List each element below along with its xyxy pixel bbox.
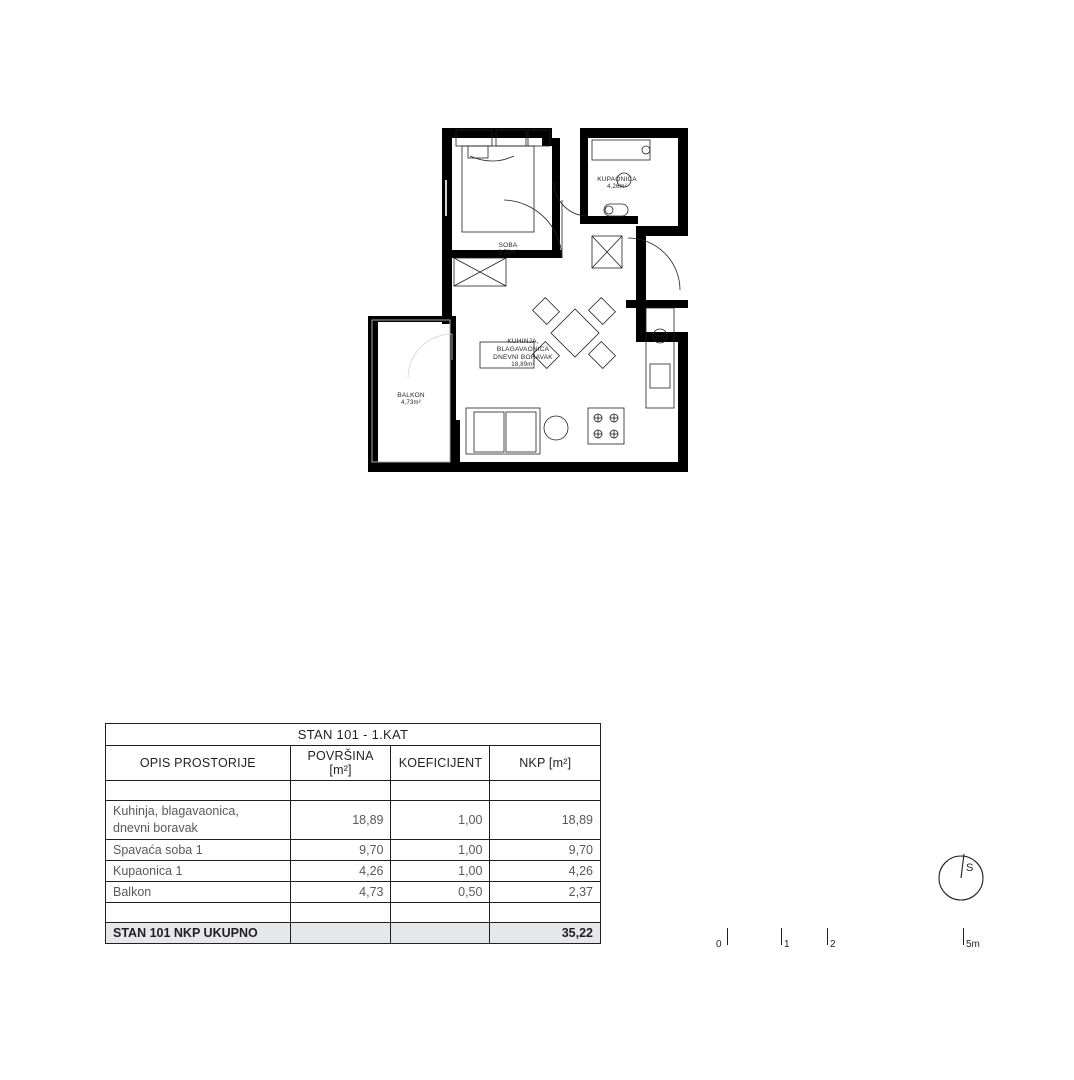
compass (934, 848, 990, 904)
row-desc-line1: Kuhinja, blagavaonica, (113, 804, 239, 818)
row-koeficijent: 1,00 (391, 860, 490, 881)
row-desc: Spavaća soba 1 (106, 839, 291, 860)
scale-tick (963, 928, 964, 945)
row-koeficijent: 1,00 (391, 839, 490, 860)
spacer-cell (290, 902, 391, 922)
row-desc: Balkon (106, 881, 291, 902)
total-label: STAN 101 NKP UKUPNO (106, 922, 291, 943)
room-name-line2: BLAGAVAONICA (496, 346, 550, 354)
area-table-container (105, 723, 601, 944)
scale-bar (715, 928, 1005, 962)
row-povrsina: 18,89 (290, 801, 391, 840)
scale-tick-label: 0 (716, 939, 722, 950)
room-name-line1: KUHINJA, (507, 338, 539, 345)
row-desc (106, 801, 291, 840)
header-nkp: NKP [m²] (490, 746, 601, 781)
total-value: 35,22 (490, 922, 601, 943)
scale-tick (781, 928, 782, 945)
room-label-balkon (376, 392, 446, 408)
table-title: STAN 101 - 1.KAT (106, 724, 601, 746)
spacer-cell (106, 902, 291, 922)
spacer-cell (490, 781, 601, 801)
room-name: BALKON (397, 392, 425, 399)
spacer-cell (391, 781, 490, 801)
spacer-cell (106, 781, 291, 801)
table-spacer-row (106, 902, 601, 922)
room-area: 4,73m² (401, 400, 421, 407)
scale-tick (727, 928, 728, 945)
table-row (106, 839, 601, 860)
row-nkp: 9,70 (490, 839, 601, 860)
row-desc-line2: dnevni boravak (113, 820, 198, 835)
spacer-cell (391, 902, 490, 922)
row-povrsina: 9,70 (290, 839, 391, 860)
total-empty-2 (391, 922, 490, 943)
header-povrsina: POVRŠINA [m²] (290, 746, 391, 781)
scale-tick (827, 928, 828, 945)
room-name: KUPAONICA (597, 176, 637, 183)
room-name: SOBA (498, 242, 518, 249)
row-nkp: 18,89 (490, 801, 601, 840)
table-row (106, 860, 601, 881)
spacer-cell (290, 781, 391, 801)
row-povrsina: 4,73 (290, 881, 391, 902)
header-koeficijent: KOEFICIJENT (391, 746, 490, 781)
room-label-soba (478, 242, 538, 258)
header-opis: OPIS PROSTORIJE (106, 746, 291, 781)
row-koeficijent: 1,00 (391, 801, 490, 840)
row-nkp: 2,37 (490, 881, 601, 902)
room-area: 18,89m² (511, 362, 535, 369)
scale-tick-label: 5m (966, 939, 980, 950)
row-nkp: 4,26 (490, 860, 601, 881)
table-row (106, 881, 601, 902)
table-header-row (106, 746, 601, 781)
scale-tick-label: 2 (830, 939, 836, 950)
scale-tick-label: 1 (784, 939, 790, 950)
area-table (105, 723, 601, 944)
compass-icon (934, 848, 990, 904)
floor-plan (360, 120, 700, 500)
total-empty-1 (290, 922, 391, 943)
table-spacer-row (106, 781, 601, 801)
table-total-row (106, 922, 601, 943)
room-label-kuhinja-blagavaonica-dnevni-boravak (468, 338, 578, 370)
room-name-line3: DNEVNI BORAVAK (493, 354, 553, 362)
table-row (106, 801, 601, 840)
room-label-kupaonica (582, 176, 652, 192)
table-title-row (106, 724, 601, 746)
row-koeficijent: 0,50 (391, 881, 490, 902)
row-desc: Kupaonica 1 (106, 860, 291, 881)
row-povrsina: 4,26 (290, 860, 391, 881)
compass-north-label: S (966, 862, 974, 874)
room-area: 9.70m² (498, 250, 518, 257)
spacer-cell (490, 902, 601, 922)
room-area: 4,26m² (607, 184, 627, 191)
